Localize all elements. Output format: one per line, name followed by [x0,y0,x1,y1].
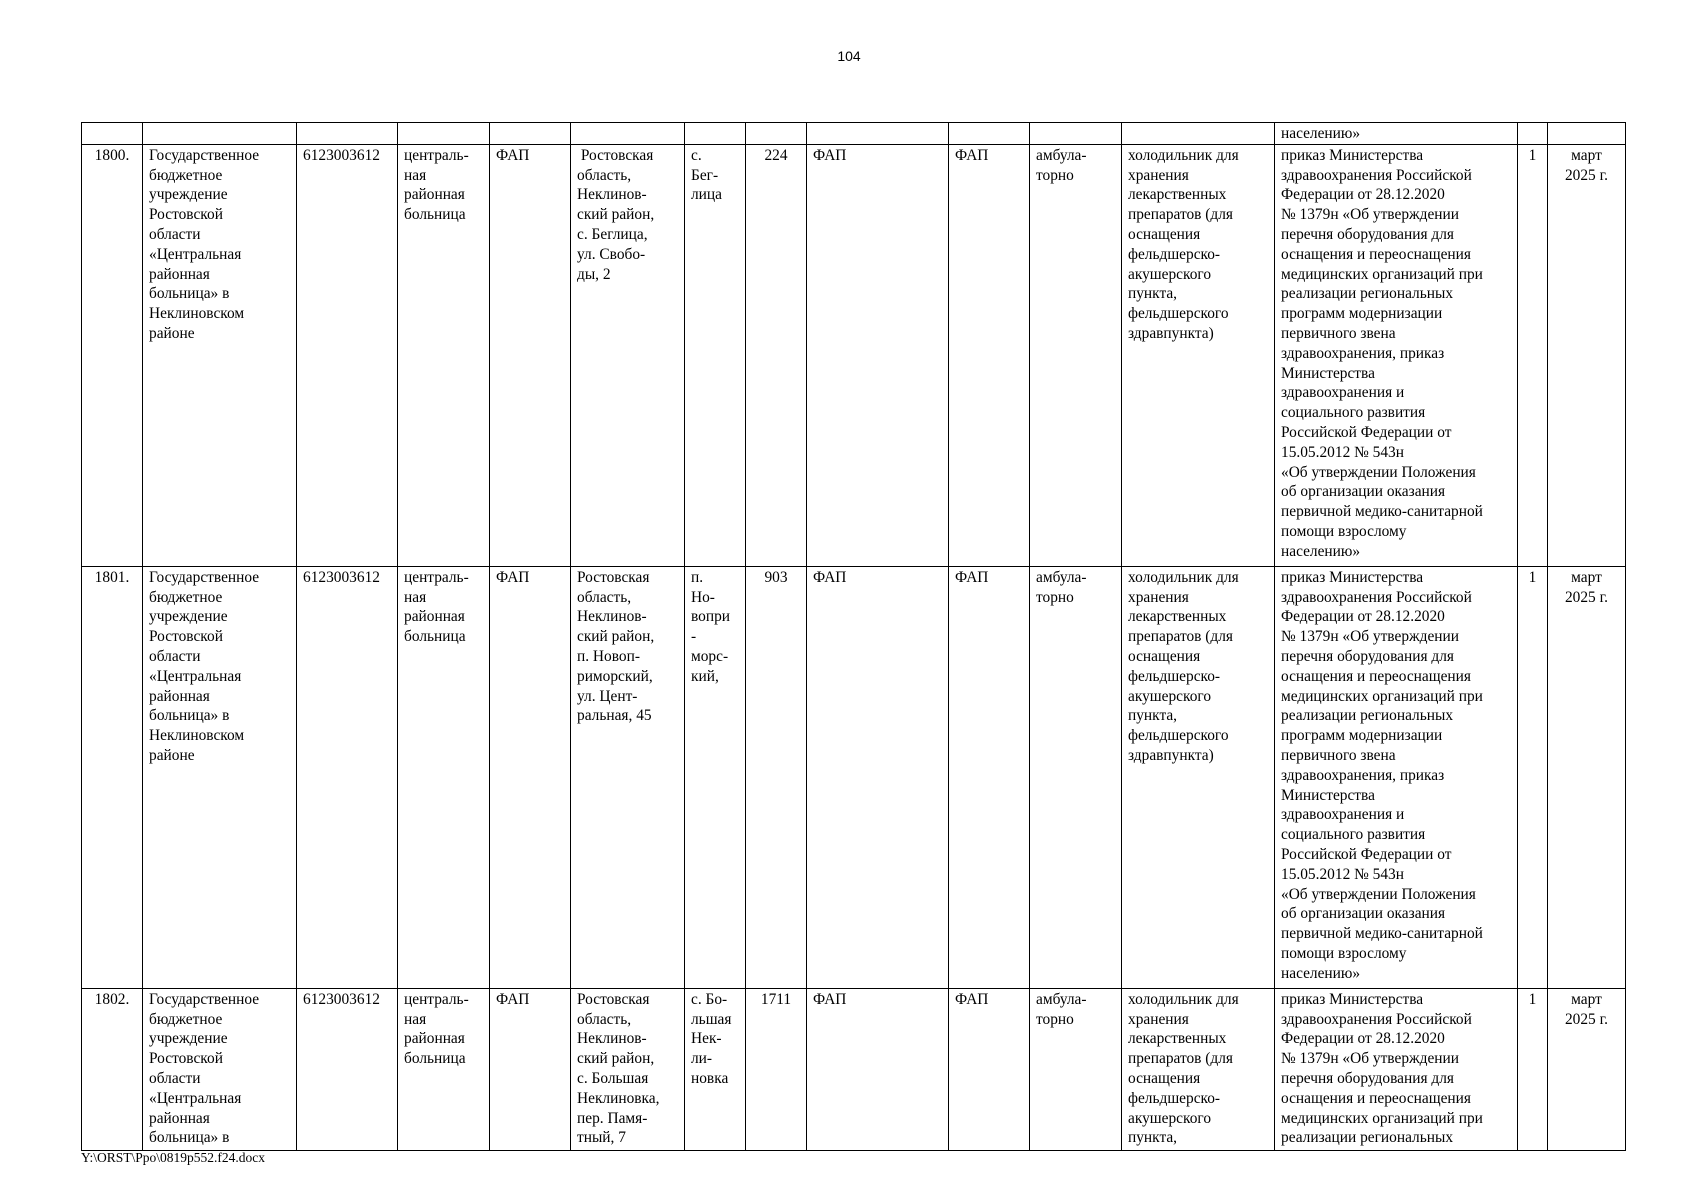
organization-name-line: Государственное [149,990,260,1008]
row-number-cell: 1802. [82,988,143,1150]
organization-name-line: бюджетное [149,1010,223,1028]
address-line: область, [577,588,632,606]
equipment-line: лекарственных [1128,186,1227,204]
date-line: март [1571,990,1602,1008]
continuation-cell: населению» [1275,123,1518,145]
legal-basis-line: первичной медико-санитарной [1281,503,1483,521]
locality-line: п. [691,568,704,586]
locality-cell [685,988,746,1150]
locality-line: - [691,628,697,646]
address-line: риморский, [577,667,653,685]
equipment-line: лекарственных [1128,1030,1227,1048]
care-form-line: торно [1036,588,1074,606]
legal-basis-line: здравоохранения, приказ [1281,344,1445,362]
organization-name-line: Государственное [149,146,260,164]
inn-code-cell: 6123003612 [297,144,398,566]
date-line: 2025 г. [1564,1010,1609,1028]
unit-type-2-cell: ФАП [807,144,949,566]
address-line: ский район, [577,628,655,646]
organization-name-line: области [149,225,201,243]
organization-name-line: «Центральная [149,667,242,685]
legal-basis-line: № 1379н «Об утверждении [1281,206,1460,224]
address-line: пер. Памя- [577,1109,648,1127]
legal-basis-line: «Об утверждении Положения [1281,885,1476,903]
equipment-line: фельдшерского [1128,727,1229,745]
organization-name-line: «Центральная [149,1089,242,1107]
equipment-line: пункта, [1128,1129,1178,1147]
address-line: область, [577,166,632,184]
locality-line: лица [691,186,722,204]
organization-name-line: районе [149,746,195,764]
equipment-line: холодильник для [1128,990,1239,1008]
legal-basis-line: здравоохранения, приказ [1281,766,1445,784]
unit-type-3-cell: ФАП [949,988,1030,1150]
date-line: март [1571,146,1602,164]
legal-basis-cell [1275,144,1518,566]
address-line: ул. Цент- [577,687,638,705]
address-line: тный, 7 [577,1129,626,1147]
equipment-line: фельдшерско- [1128,667,1221,685]
locality-cell [685,144,746,566]
address-line: п. Новоп- [577,647,640,665]
date-line: март [1571,568,1602,586]
inn-code-cell: 6123003612 [297,988,398,1150]
care-form-line: торно [1036,166,1074,184]
inn-code-cell: 6123003612 [297,566,398,988]
equipment-line: препаратов (для [1128,206,1234,224]
date-cell [1548,566,1626,988]
unit-type-cell: ФАП [490,144,571,566]
equipment-line: здравпункта) [1128,324,1214,342]
legal-basis-line: перечня оборудования для [1281,225,1454,243]
legal-basis-line: оснащения и переоснащения [1281,1089,1471,1107]
legal-basis-line: программ модернизации [1281,305,1443,323]
equipment-line: здравпункта) [1128,746,1214,764]
legal-basis-line: медицинских организаций при [1281,1109,1483,1127]
population-cell: 224 [746,144,807,566]
legal-basis-line: оснащения и переоснащения [1281,667,1471,685]
locality-line: кий, [691,667,719,685]
table-row [82,566,1626,988]
organization-name-line: Ростовской [149,628,223,646]
address-line: ский район, [577,206,655,224]
organization-name-line: больница» в [149,285,230,303]
organization-type-line: ная [404,166,427,184]
address-cell [571,566,685,988]
equipment-line: холодильник для [1128,146,1239,164]
equipment-cell [1122,566,1275,988]
equipment-line: фельдшерского [1128,305,1229,323]
organization-type-line: централь- [404,990,469,1008]
legal-basis-line: социального развития [1281,404,1426,422]
legal-basis-line: программ модернизации [1281,727,1443,745]
equipment-line: акушерского [1128,687,1212,705]
equipment-line: препаратов (для [1128,628,1234,646]
organization-type-line: централь- [404,568,469,586]
organization-type-cell [398,988,490,1150]
locality-line: Нек- [691,1030,722,1048]
equipment-line: фельдшерско- [1128,1089,1221,1107]
organization-name-line: бюджетное [149,166,223,184]
organization-name-line: Ростовской [149,206,223,224]
organization-type-line: районная [404,608,465,626]
legal-basis-line: оснащения и переоснащения [1281,245,1471,263]
date-line: 2025 г. [1564,166,1609,184]
address-line: Неклиновка, [577,1089,660,1107]
legal-basis-line: медицинских организаций при [1281,265,1483,283]
locality-line: вопри [691,608,731,626]
organization-name-line: Государственное [149,568,260,586]
row-number-cell: 1801. [82,566,143,988]
address-line: Ростовская [577,990,650,1008]
legal-basis-line: Российской Федерации от [1281,845,1452,863]
organization-type-line: больница [404,1050,466,1068]
organization-type-line: централь- [404,146,469,164]
legal-basis-line: Министерства [1281,786,1375,804]
address-line: область, [577,1010,632,1028]
organization-name-line: районе [149,324,195,342]
equipment-line: фельдшерско- [1128,245,1221,263]
equipment-line: хранения [1128,588,1189,606]
care-form-line: торно [1036,1010,1074,1028]
page-number: 104 [837,48,861,64]
legal-basis-line: Федерации от 28.12.2020 [1281,1030,1445,1048]
locality-line: льшая [691,1010,732,1028]
unit-type-2-cell: ФАП [807,566,949,988]
equipment-cell [1122,988,1275,1150]
address-line: Неклинов- [577,608,647,626]
organization-name-cell [143,988,297,1150]
locality-line: с. Бо- [691,990,728,1008]
organization-name-line: области [149,1069,201,1087]
address-line: Ростовская [577,146,654,164]
legal-basis-line: перечня оборудования для [1281,1069,1454,1087]
table-row [82,144,1626,566]
unit-type-3-cell: ФАП [949,144,1030,566]
locality-line: Но- [691,588,715,606]
population-cell: 1711 [746,988,807,1150]
equipment-line: хранения [1128,166,1189,184]
address-line: ральная, 45 [577,707,652,725]
address-cell [571,144,685,566]
legal-basis-line: первичной медико-санитарной [1281,925,1483,943]
organization-name-line: учреждение [149,186,228,204]
population-cell: 903 [746,566,807,988]
address-line: ул. Свобо- [577,245,646,263]
unit-type-cell: ФАП [490,566,571,988]
legal-basis-line: «Об утверждении Положения [1281,463,1476,481]
organization-name-line: районная [149,687,210,705]
organization-name-line: Неклиновском [149,305,245,323]
equipment-line: пункта, [1128,285,1178,303]
continuation-row [82,123,1626,145]
care-form-cell [1030,988,1122,1150]
file-path-footer: Y:\ORST\Ppo\0819p552.f24.docx [81,1150,266,1165]
equipment-line: препаратов (для [1128,1050,1234,1068]
organization-name-cell [143,566,297,988]
care-form-line: амбула- [1036,146,1087,164]
organization-name-line: бюджетное [149,588,223,606]
legal-basis-line: первичного звена [1281,746,1396,764]
organization-name-line: Ростовской [149,1050,223,1068]
organization-type-line: ная [404,1010,427,1028]
quantity-cell: 1 [1518,144,1548,566]
legal-basis-line: Федерации от 28.12.2020 [1281,608,1445,626]
equipment-line: акушерского [1128,1109,1212,1127]
equipment-line: оснащения [1128,647,1201,665]
legal-basis-line: об организации оказания [1281,483,1446,501]
legal-basis-cell [1275,988,1518,1150]
legal-basis-line: здравоохранения Российской [1281,1010,1472,1028]
equipment-cell [1122,144,1275,566]
address-line: Неклинов- [577,1030,647,1048]
organization-type-line: больница [404,628,466,646]
address-line: Неклинов- [577,186,647,204]
legal-basis-line: № 1379н «Об утверждении [1281,1050,1460,1068]
legal-basis-line: реализации региональных [1281,707,1454,725]
legal-basis-line: первичного звена [1281,324,1396,342]
organization-name-line: Неклиновском [149,727,245,745]
legal-basis-line: перечня оборудования для [1281,647,1454,665]
locality-line: с. [691,146,702,164]
legal-basis-line: населению» [1281,542,1361,560]
date-cell [1548,144,1626,566]
locality-cell [685,566,746,988]
address-line: с. Большая [577,1069,649,1087]
care-form-cell [1030,566,1122,988]
organization-name-line: учреждение [149,1030,228,1048]
quantity-cell: 1 [1518,988,1548,1150]
care-form-line: амбула- [1036,568,1087,586]
equipment-table [81,122,1626,1151]
organization-name-line: учреждение [149,608,228,626]
legal-basis-line: Российской Федерации от [1281,423,1452,441]
legal-basis-line: здравоохранения и [1281,384,1405,402]
organization-type-line: районная [404,1030,465,1048]
organization-type-cell [398,566,490,988]
equipment-line: оснащения [1128,1069,1201,1087]
address-line: Ростовская [577,568,650,586]
legal-basis-line: приказ Министерства [1281,568,1424,586]
locality-line: Бег- [691,166,719,184]
legal-basis-line: здравоохранения и [1281,806,1405,824]
table-row [82,988,1626,1150]
organization-name-line: «Центральная [149,245,242,263]
equipment-line: акушерского [1128,265,1212,283]
organization-name-line: районная [149,1109,210,1127]
organization-name-cell [143,144,297,566]
unit-type-cell: ФАП [490,988,571,1150]
legal-basis-line: помощи взрослому [1281,522,1407,540]
legal-basis-line: социального развития [1281,826,1426,844]
legal-basis-line: Министерства [1281,364,1375,382]
legal-basis-line: помощи взрослому [1281,944,1407,962]
legal-basis-cell [1275,566,1518,988]
legal-basis-line: приказ Министерства [1281,990,1424,1008]
legal-basis-line: 15.05.2012 № 543н [1281,865,1404,883]
legal-basis-line: здравоохранения Российской [1281,166,1472,184]
date-line: 2025 г. [1564,588,1609,606]
organization-type-line: больница [404,206,466,224]
date-cell [1548,988,1626,1150]
equipment-line: оснащения [1128,225,1201,243]
organization-type-line: районная [404,186,465,204]
legal-basis-line: 15.05.2012 № 543н [1281,443,1404,461]
care-form-cell [1030,144,1122,566]
organization-type-line: ная [404,588,427,606]
address-line: ский район, [577,1050,655,1068]
equipment-line: лекарственных [1128,608,1227,626]
unit-type-2-cell: ФАП [807,988,949,1150]
legal-basis-line: реализации региональных [1281,1129,1454,1147]
legal-basis-line: № 1379н «Об утверждении [1281,628,1460,646]
organization-name-line: больница» в [149,707,230,725]
address-line: ды, 2 [577,265,611,283]
legal-basis-line: медицинских организаций при [1281,687,1483,705]
equipment-line: пункта, [1128,707,1178,725]
address-line: с. Беглица, [577,225,648,243]
locality-line: ли- [691,1050,713,1068]
legal-basis-line: об организации оказания [1281,905,1446,923]
locality-line: новка [691,1069,729,1087]
quantity-cell: 1 [1518,566,1548,988]
legal-basis-line: населению» [1281,964,1361,982]
legal-basis-line: приказ Министерства [1281,146,1424,164]
organization-type-cell [398,144,490,566]
organization-name-line: районная [149,265,210,283]
unit-type-3-cell: ФАП [949,566,1030,988]
legal-basis-line: Федерации от 28.12.2020 [1281,186,1445,204]
legal-basis-line: реализации региональных [1281,285,1454,303]
legal-basis-line: здравоохранения Российской [1281,588,1472,606]
address-cell [571,988,685,1150]
equipment-line: хранения [1128,1010,1189,1028]
organization-name-line: области [149,647,201,665]
organization-name-line: больница» в [149,1129,230,1147]
care-form-line: амбула- [1036,990,1087,1008]
row-number-cell: 1800. [82,144,143,566]
equipment-line: холодильник для [1128,568,1239,586]
locality-line: морс- [691,647,729,665]
